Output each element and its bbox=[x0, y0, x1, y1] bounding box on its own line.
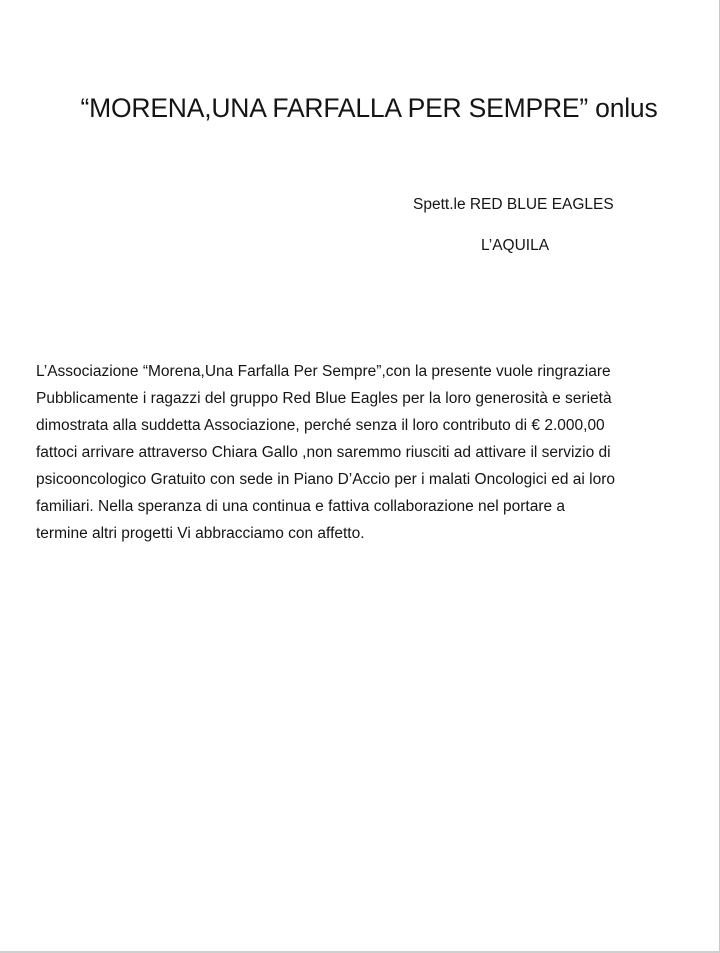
page-title: “MORENA,UNA FARFALLA PER SEMPRE” onlus bbox=[80, 93, 658, 123]
letter-body bbox=[36, 358, 702, 547]
body-line: fattoci arrivare attraverso Chiara Gallo ,non saremmo riusciti ad attivare il servizio di bbox=[36, 444, 611, 461]
body-line: L’Associazione “Morena,Una Farfalla Per Sempre”,con la presente vuole ringraziare bbox=[36, 363, 611, 380]
body-line: dimostrata alla suddetta Associazione, perché senza il loro contributo di € 2.000,00 bbox=[36, 417, 605, 434]
body-line: Pubblicamente i ragazzi del gruppo Red Blue Eagles per la loro generosità e serietà bbox=[36, 390, 612, 407]
body-line: termine altri progetti Vi abbracciamo con affetto. bbox=[36, 525, 365, 542]
recipient-city: L’AQUILA bbox=[481, 237, 550, 254]
body-line: psicooncologico Gratuito con sede in Piano D’Accio per i malati Oncologici ed ai loro bbox=[36, 471, 615, 488]
recipient-line: Spett.le RED BLUE EAGLES bbox=[413, 196, 614, 213]
body-line: familiari. Nella speranza di una continua e fattiva collaborazione nel portare a bbox=[36, 498, 566, 515]
